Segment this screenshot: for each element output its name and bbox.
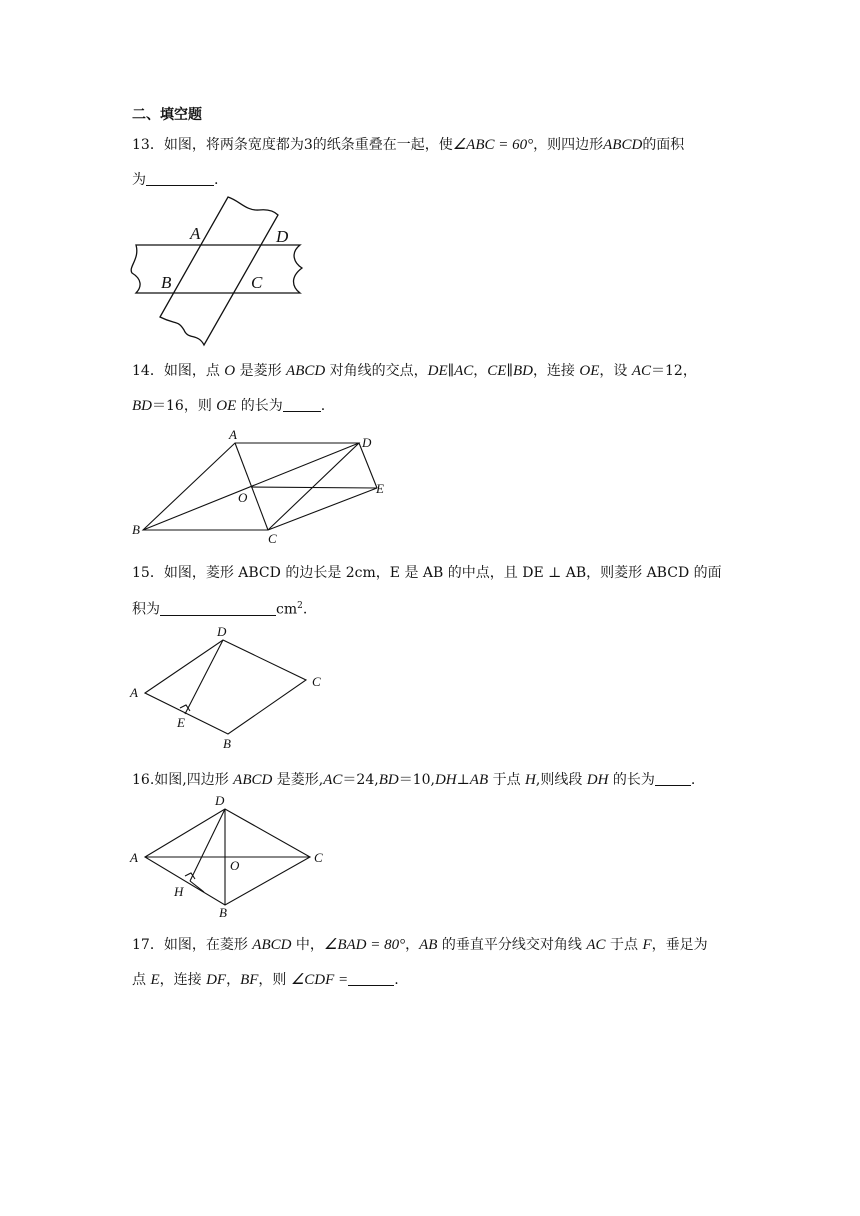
text-run: ＝10,	[398, 772, 435, 788]
text-run: BD	[132, 398, 152, 414]
q15-label-A: A	[130, 685, 138, 700]
q14-label-D: D	[362, 435, 372, 450]
text-run: 的长为	[236, 398, 283, 414]
q13-angle: ∠ABC = 60°	[452, 137, 534, 153]
text-run: 中，	[291, 937, 324, 953]
text-run: CE	[487, 363, 507, 379]
q13-number: 13．	[132, 137, 164, 153]
text-run: ＝16，则	[152, 398, 217, 414]
text-run: 的垂直平分线交对角线	[437, 937, 587, 953]
q14-label-A: A	[229, 427, 237, 442]
text-run: DH	[434, 772, 457, 788]
text-run: 是菱形	[235, 363, 287, 379]
answer-blank-14[interactable]	[283, 397, 321, 412]
q16-number: 16.	[132, 772, 155, 788]
text-run: BD	[378, 772, 399, 788]
text-run: ，设	[599, 363, 632, 379]
text-run: ，垂足为	[651, 937, 708, 953]
section-title: 二、填空题	[132, 107, 202, 123]
text-run: OE	[579, 363, 600, 379]
q14-label-B: B	[132, 522, 140, 537]
text-run: AC	[586, 937, 606, 953]
text-run: H	[525, 772, 536, 788]
q15-figure	[128, 622, 333, 752]
text-run: ∥	[447, 363, 455, 379]
text-run: DE	[427, 363, 448, 379]
text-run: ABCD	[286, 363, 326, 379]
q15-label-E: E	[177, 715, 185, 730]
text-run: AC	[631, 363, 652, 379]
text-run: ＝12，	[651, 363, 697, 379]
text-run: ∥	[506, 363, 513, 379]
text-run: 是菱形,	[272, 772, 324, 788]
answer-blank-15[interactable]	[160, 601, 276, 616]
answer-blank-16[interactable]	[655, 771, 691, 786]
q15-number: 15．	[132, 565, 164, 581]
text-run: DH	[586, 772, 609, 788]
q14-number: 14．	[132, 363, 164, 379]
text-run: OE	[216, 398, 237, 414]
text-run: 于点	[605, 937, 643, 953]
text-run: 对角线的交点，	[325, 363, 428, 379]
q16-label-H: H	[174, 884, 184, 899]
text-run: 点	[132, 972, 151, 988]
q17-line2: 点 E，连接 DF，BF，则 ∠CDF = .	[132, 972, 399, 988]
q16-label-O: O	[230, 858, 240, 873]
text-run: BD	[512, 363, 533, 379]
text-run: F	[642, 937, 652, 953]
text-run: ⊥	[456, 772, 470, 788]
text-run: ，连接	[159, 972, 207, 988]
q14-line1	[132, 361, 697, 381]
q15-line2: 积为 $cm^2$.	[132, 601, 308, 618]
text-run: AC	[323, 772, 343, 788]
q17-line1	[132, 935, 708, 955]
text-run: 于点	[488, 772, 526, 788]
q13-line1: 13．如图，将两条宽度都为3的纸条重叠在一起，使∠ABC = 60°，则四边形ABCD的面积	[132, 137, 685, 153]
text-run: ，	[405, 937, 420, 953]
text-run: BF	[240, 972, 259, 988]
q16-figure	[128, 792, 333, 922]
text-run: 如图，点	[163, 363, 225, 379]
text-run: 如图，在菱形	[163, 937, 253, 953]
answer-blank-17[interactable]	[348, 971, 394, 986]
q13-label-D: D	[276, 227, 289, 246]
text-run: E	[150, 972, 160, 988]
q13-line2: 为 .	[132, 172, 219, 188]
q16-label-D: D	[215, 793, 225, 808]
text-run: O	[224, 363, 236, 379]
q17-number: 17．	[132, 937, 164, 953]
q15-label-B: B	[223, 736, 231, 751]
q13-label-B: B	[161, 273, 172, 292]
q16-line1: 16.如图,四边形 ABCD 是菱形,AC＝24,BD＝10,DH⊥AB 于点 H,则线段 DH 的长为 .	[132, 772, 696, 788]
q15-label-D: D	[217, 624, 227, 639]
text-run: ABCD	[252, 937, 292, 953]
text-run: AB	[469, 772, 489, 788]
q14-label-O: O	[238, 490, 248, 505]
text-run: DF	[206, 972, 227, 988]
text-run: ＝24,	[342, 772, 379, 788]
text-run: ABCD	[233, 772, 273, 788]
text-run: 的长为	[608, 772, 655, 788]
answer-blank-13[interactable]	[146, 171, 214, 186]
text-run: ，连接	[532, 363, 580, 379]
q14-line2: BD＝16，则 OE 的长为 .	[132, 398, 326, 414]
q14-label-C: C	[268, 531, 277, 546]
text-run: ，则	[258, 972, 291, 988]
q16-label-A: A	[130, 850, 138, 865]
text-run: ∠BAD = 80°	[323, 937, 406, 953]
q15-label-C: C	[312, 674, 321, 689]
text-run: AC	[454, 363, 474, 379]
text-run: ，	[226, 972, 241, 988]
text-run: 如图,四边形	[154, 772, 234, 788]
text-run: ,则线段	[535, 772, 587, 788]
q16-label-B: B	[219, 905, 227, 920]
text-run: ∠CDF =	[290, 972, 349, 988]
text-run: AB	[419, 937, 438, 953]
q14-label-E: E	[376, 481, 384, 496]
q13-label-C: C	[251, 273, 263, 292]
q14-figure	[128, 425, 393, 550]
q13-figure	[128, 195, 308, 355]
q16-label-C: C	[314, 850, 323, 865]
text-run: ，	[473, 363, 488, 379]
q15-line1: 15．如图，菱形 ABCD 的边长是 2cm，E 是 AB 的中点，且 DE ⊥ AB，则菱形 ABCD 的面	[132, 565, 722, 581]
q13-label-A: A	[190, 224, 201, 243]
